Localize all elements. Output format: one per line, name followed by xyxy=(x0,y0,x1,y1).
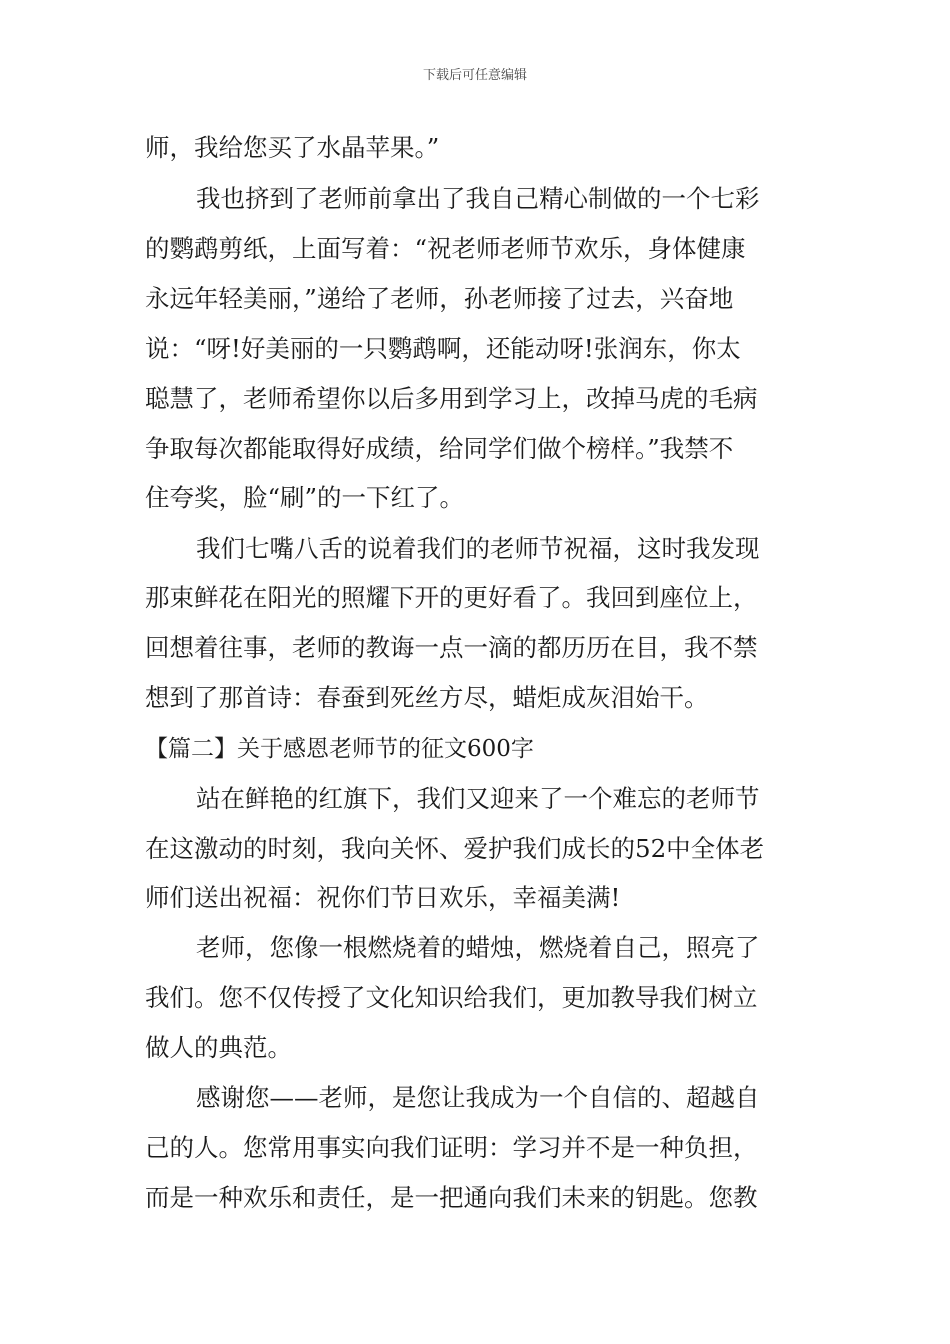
text-line: 那束鲜花在阳光的照耀下开的更好看了。我回到座位上， xyxy=(145,583,758,612)
text-line: 做人的典范。 xyxy=(145,1033,292,1062)
page-header: 下载后可任意编辑 xyxy=(422,68,527,83)
text-line: 我也挤到了老师前拿出了我自己精心制做的一个七彩 xyxy=(196,184,760,213)
text-line: 感谢您——老师，是您让我成为一个自信的、超越自 xyxy=(196,1083,760,1112)
text-line: 师们送出祝福：祝你们节日欢乐，幸福美满! xyxy=(145,883,621,912)
text-line: 师，我给您买了水晶苹果。” xyxy=(145,133,440,162)
text-line: 聪慧了，老师希望你以后多用到学习上，改掉马虎的毛病 xyxy=(145,384,758,413)
text-line: 在这激动的时刻，我向关怀、爱护我们成长的52中全体老 xyxy=(145,834,765,863)
text-line: 住夸奖，脸“刷”的一下红了。 xyxy=(145,483,465,512)
text-line: 而是一种欢乐和责任，是一把通向我们未来的钥匙。您教 xyxy=(145,1183,758,1212)
text-line: 老师，您像一根燃烧着的蜡烛，燃烧着自己，照亮了 xyxy=(196,933,760,962)
text-line: 想到了那首诗：春蚕到死丝方尽，蜡炬成灰泪始干。 xyxy=(145,683,709,712)
text-line: 回想着往事，老师的教诲一点一滴的都历历在目，我不禁 xyxy=(145,633,758,662)
text-line: 我们七嘴八舌的说着我们的老师节祝福，这时我发现 xyxy=(196,534,760,563)
text-line: 己的人。您常用事实向我们证明：学习并不是一种负担， xyxy=(145,1133,758,1162)
text-line: 说：“呀!好美丽的一只鹦鹉啊，还能动呀!张润东，你太 xyxy=(145,334,741,363)
text-line: 的鹦鹉剪纸，上面写着：“祝老师老师节欢乐，身体健康 xyxy=(145,234,746,263)
section-heading: 【篇二】关于感恩老师节的征文600字 xyxy=(145,736,534,762)
text-line: 争取每次都能取得好成绩，给同学们做个榜样。”我禁不 xyxy=(145,434,734,463)
text-line: 永远年轻美丽，”递给了老师，孙老师接了过去，兴奋地 xyxy=(145,284,734,313)
text-line: 站在鲜艳的红旗下，我们又迎来了一个难忘的老师节 xyxy=(196,784,760,813)
text-line: 我们。您不仅传授了文化知识给我们，更加教导我们树立 xyxy=(145,983,758,1012)
